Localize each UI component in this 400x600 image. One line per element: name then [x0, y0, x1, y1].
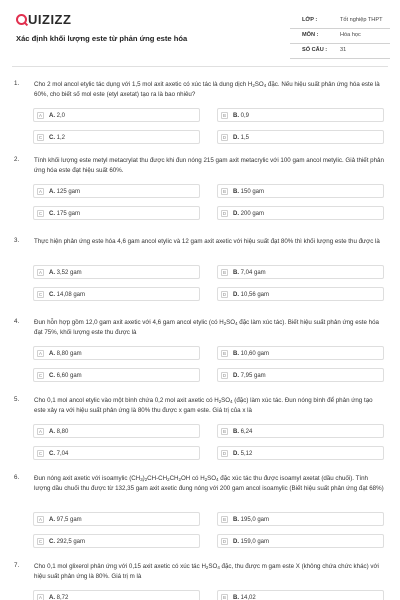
- option-letter-box: A: [37, 516, 44, 523]
- answer-option-c[interactable]: [33, 446, 200, 460]
- option-value: 1,2: [55, 134, 66, 141]
- answer-option-a[interactable]: [33, 346, 200, 360]
- option-text: [49, 429, 68, 435]
- question-number: 5.: [14, 396, 20, 403]
- option-letter-box: D: [222, 135, 227, 140]
- option-value: 6,24: [239, 428, 253, 435]
- meta-value: 31: [340, 47, 347, 53]
- option-letter-box: A: [37, 428, 44, 435]
- answer-option-b[interactable]: [217, 184, 384, 198]
- meta-row-class: [290, 14, 390, 29]
- question-number: 4.: [14, 318, 20, 325]
- answer-option-b[interactable]: [217, 512, 384, 526]
- option-value: 7,04: [55, 450, 69, 457]
- option-label: C.: [49, 538, 55, 545]
- option-text: [233, 539, 269, 545]
- option-label: B.: [233, 269, 239, 276]
- meta-row-subject: [290, 29, 390, 44]
- option-text: [233, 270, 266, 276]
- answer-option-d[interactable]: [217, 130, 384, 144]
- option-text: [49, 292, 85, 298]
- option-text: [233, 595, 256, 600]
- option-value: 6,60 gam: [55, 372, 82, 379]
- option-value: 8,72: [55, 594, 69, 600]
- option-value: 1,5: [239, 134, 250, 141]
- option-label: A.: [49, 112, 55, 119]
- question-text: Thực hiện phản ứng este hóa 4,6 gam ancol etylic và 12 gam axit axetic với hiệu suất đạt 80% thì khối lượng este thu được là: [34, 238, 380, 245]
- answer-option-d[interactable]: [217, 534, 384, 548]
- option-letter-box: D: [222, 451, 227, 456]
- answer-option-c[interactable]: [33, 206, 200, 220]
- question-text: Tính khối lượng este metyl metacrylat thu được khi đun nóng 215 gam axit metacrylic với 100 gam ancol metylic. Giả thiết phản ứng hóa este đạt hiệu suất 60%.: [34, 157, 384, 174]
- option-value: 0,9: [239, 112, 250, 119]
- option-value: 292,5 gam: [55, 538, 86, 545]
- option-value: 14,02: [239, 594, 256, 600]
- answer-option-d[interactable]: [217, 206, 384, 220]
- meta-key: SỐ CÂU :: [302, 47, 328, 53]
- meta-value: Tốt nghiệp THPT: [340, 17, 383, 23]
- option-letter-box: C: [38, 135, 43, 140]
- answer-option-a[interactable]: [33, 512, 200, 526]
- option-label: A.: [49, 269, 55, 276]
- option-text: [49, 270, 82, 276]
- answer-option-c[interactable]: [33, 130, 200, 144]
- answer-option-d[interactable]: [217, 287, 384, 301]
- option-letter-box: B: [221, 428, 228, 435]
- option-value: 10,60 gam: [239, 350, 270, 357]
- answer-option-c[interactable]: [33, 368, 200, 382]
- option-label: B.: [233, 350, 239, 357]
- answer-option-b[interactable]: [217, 590, 384, 600]
- worksheet-meta: [290, 14, 390, 59]
- option-value: 195,0 gam: [239, 516, 270, 523]
- option-letter-box: C: [38, 292, 43, 297]
- logo-q-icon: [16, 14, 27, 25]
- answer-option-a[interactable]: [33, 590, 200, 600]
- option-label: B.: [233, 188, 239, 195]
- answer-option-a[interactable]: [33, 424, 200, 438]
- option-label: D.: [233, 291, 239, 298]
- meta-key: LỚP :: [302, 17, 318, 23]
- option-label: C.: [49, 450, 55, 457]
- option-value: 7,95 gam: [239, 372, 266, 379]
- option-letter-box: D: [222, 539, 227, 544]
- header-divider: [12, 66, 388, 67]
- answer-option-d[interactable]: [217, 446, 384, 460]
- option-value: 2,0: [55, 112, 66, 119]
- option-value: 3,52 gam: [55, 269, 82, 276]
- option-label: C.: [49, 372, 55, 379]
- answer-option-d[interactable]: [217, 368, 384, 382]
- question-text: Đun hỗn hợp gồm 12,0 gam axit axetic với 4,6 gam ancol etylic (có $H_2SO_4$ đặc làm xúc tác). Biết hiệu suất phản ứng este hóa đạt 75%, khối lượng este thu được là: [34, 319, 379, 336]
- option-label: A.: [49, 188, 55, 195]
- answer-option-b[interactable]: [217, 265, 384, 279]
- option-value: 200 gam: [239, 210, 265, 217]
- meta-row-question-count: [290, 44, 390, 59]
- answer-option-a[interactable]: [33, 265, 200, 279]
- option-text: [49, 113, 65, 119]
- option-text: [233, 517, 269, 523]
- option-text: [233, 292, 269, 298]
- answer-option-c[interactable]: [33, 534, 200, 548]
- question-text: Cho 0,1 mol ancol etylic vào một bình chứa 0,2 mol axit axetic có $H_2SO_4$ (đặc) làm xúc tác. Đun nóng bình để phản ứng tạo este xảy ra với hiệu suất phản ứng là 80% thu được x gam este. Giá trị của x là: [34, 397, 373, 414]
- logo-text: UIZIZZ: [28, 12, 72, 27]
- option-label: B.: [233, 516, 239, 523]
- meta-key: MÔN :: [302, 32, 319, 38]
- question-number: 7.: [14, 562, 20, 569]
- option-letter-box: D: [222, 373, 227, 378]
- option-label: D.: [233, 210, 239, 217]
- question-text: Cho 2 mol ancol etylic tác dụng với 1,5 mol axit axetic có xúc tác là dung dịch $H_2SO_4$ đặc. Nếu hiệu suất phản ứng hóa este là 60%, cho biết số mol este (etyl axetat) tạo ra là bao nhiêu?: [34, 81, 380, 98]
- quizizz-logo: [16, 12, 71, 27]
- option-label: A.: [49, 516, 55, 523]
- option-value: 97,5 gam: [55, 516, 82, 523]
- option-value: 8,80: [55, 428, 69, 435]
- option-label: B.: [233, 112, 239, 119]
- option-text: [233, 113, 249, 119]
- option-text: [49, 211, 80, 217]
- option-value: 159,0 gam: [239, 538, 270, 545]
- option-label: C.: [49, 210, 55, 217]
- worksheet-header: [0, 0, 400, 66]
- answer-option-c[interactable]: [33, 287, 200, 301]
- option-value: 8,80 gam: [55, 350, 82, 357]
- question-number: 3.: [14, 237, 20, 244]
- option-letter-box: B: [221, 594, 228, 600]
- option-text: [49, 135, 65, 141]
- option-label: C.: [49, 134, 55, 141]
- option-value: 175 gam: [55, 210, 81, 217]
- answer-option-a[interactable]: [33, 108, 200, 122]
- option-label: D.: [233, 134, 239, 141]
- option-letter-box: B: [221, 188, 228, 195]
- option-label: D.: [233, 450, 239, 457]
- option-letter-box: C: [38, 373, 43, 378]
- option-value: 5,12: [239, 450, 253, 457]
- option-letter-box: B: [221, 516, 228, 523]
- question-number: 2.: [14, 156, 20, 163]
- option-label: D.: [233, 538, 239, 545]
- option-text: [233, 429, 252, 435]
- option-text: [49, 373, 82, 379]
- option-text: [49, 189, 80, 195]
- option-label: B.: [233, 428, 239, 435]
- option-letter-box: B: [221, 269, 228, 276]
- option-letter-box: D: [222, 292, 227, 297]
- answer-option-b[interactable]: [217, 424, 384, 438]
- option-label: A.: [49, 350, 55, 357]
- option-value: 14,08 gam: [55, 291, 86, 298]
- option-text: [233, 351, 269, 357]
- option-label: C.: [49, 291, 55, 298]
- option-letter-box: B: [221, 350, 228, 357]
- option-text: [49, 539, 85, 545]
- option-text: [233, 189, 264, 195]
- option-letter-box: C: [38, 211, 43, 216]
- option-letter-box: A: [37, 188, 44, 195]
- option-value: 7,04 gam: [239, 269, 266, 276]
- option-label: B.: [233, 594, 239, 600]
- option-text: [49, 451, 68, 457]
- option-text: [233, 451, 252, 457]
- answer-option-a[interactable]: [33, 184, 200, 198]
- question-text: Đun nóng axit axetic với isoamylic $(CH_3)_2CH-CH_2CH_2OH$ có $H_2SO_4$ đặc xúc tác thu được isoamyl axetat (dầu chuối). Tính lượng dầu chuối thu được từ 132,35 gam axit axetic đung nóng với 200 gam ancol isoamylic (Biết hiệu suất phản ứng đạt 68%): [34, 475, 384, 492]
- option-letter-box: C: [38, 539, 43, 544]
- option-letter-box: D: [222, 211, 227, 216]
- option-label: A.: [49, 594, 55, 600]
- option-value: 125 gam: [55, 188, 81, 195]
- option-letter-box: A: [37, 594, 44, 600]
- option-letter-box: A: [37, 350, 44, 357]
- option-text: [233, 373, 266, 379]
- option-label: A.: [49, 428, 55, 435]
- option-label: D.: [233, 372, 239, 379]
- question-number: 1.: [14, 80, 20, 87]
- option-text: [49, 351, 82, 357]
- option-letter-box: C: [38, 451, 43, 456]
- option-text: [49, 517, 82, 523]
- option-letter-box: A: [37, 269, 44, 276]
- option-letter-box: A: [37, 112, 44, 119]
- option-value: 10,56 gam: [239, 291, 270, 298]
- answer-option-b[interactable]: [217, 108, 384, 122]
- meta-value: Hóa học: [340, 32, 361, 38]
- option-text: [233, 211, 264, 217]
- answer-option-b[interactable]: [217, 346, 384, 360]
- option-value: 150 gam: [239, 188, 265, 195]
- option-letter-box: B: [221, 112, 228, 119]
- option-text: [49, 595, 68, 600]
- question-text: Cho 0,1 mol glixerol phản ứng với 0,15 axit axetic có xúc tác $H_2SO_4$ đặc, thu được m gam este X (không chứa chức khác) với hiệu suất phản ứng là 80%. Giá trị m là: [34, 563, 379, 580]
- option-text: [233, 135, 249, 141]
- question-number: 6.: [14, 474, 20, 481]
- page-title: Xác định khối lượng este từ phản ứng este hóa: [16, 34, 188, 43]
